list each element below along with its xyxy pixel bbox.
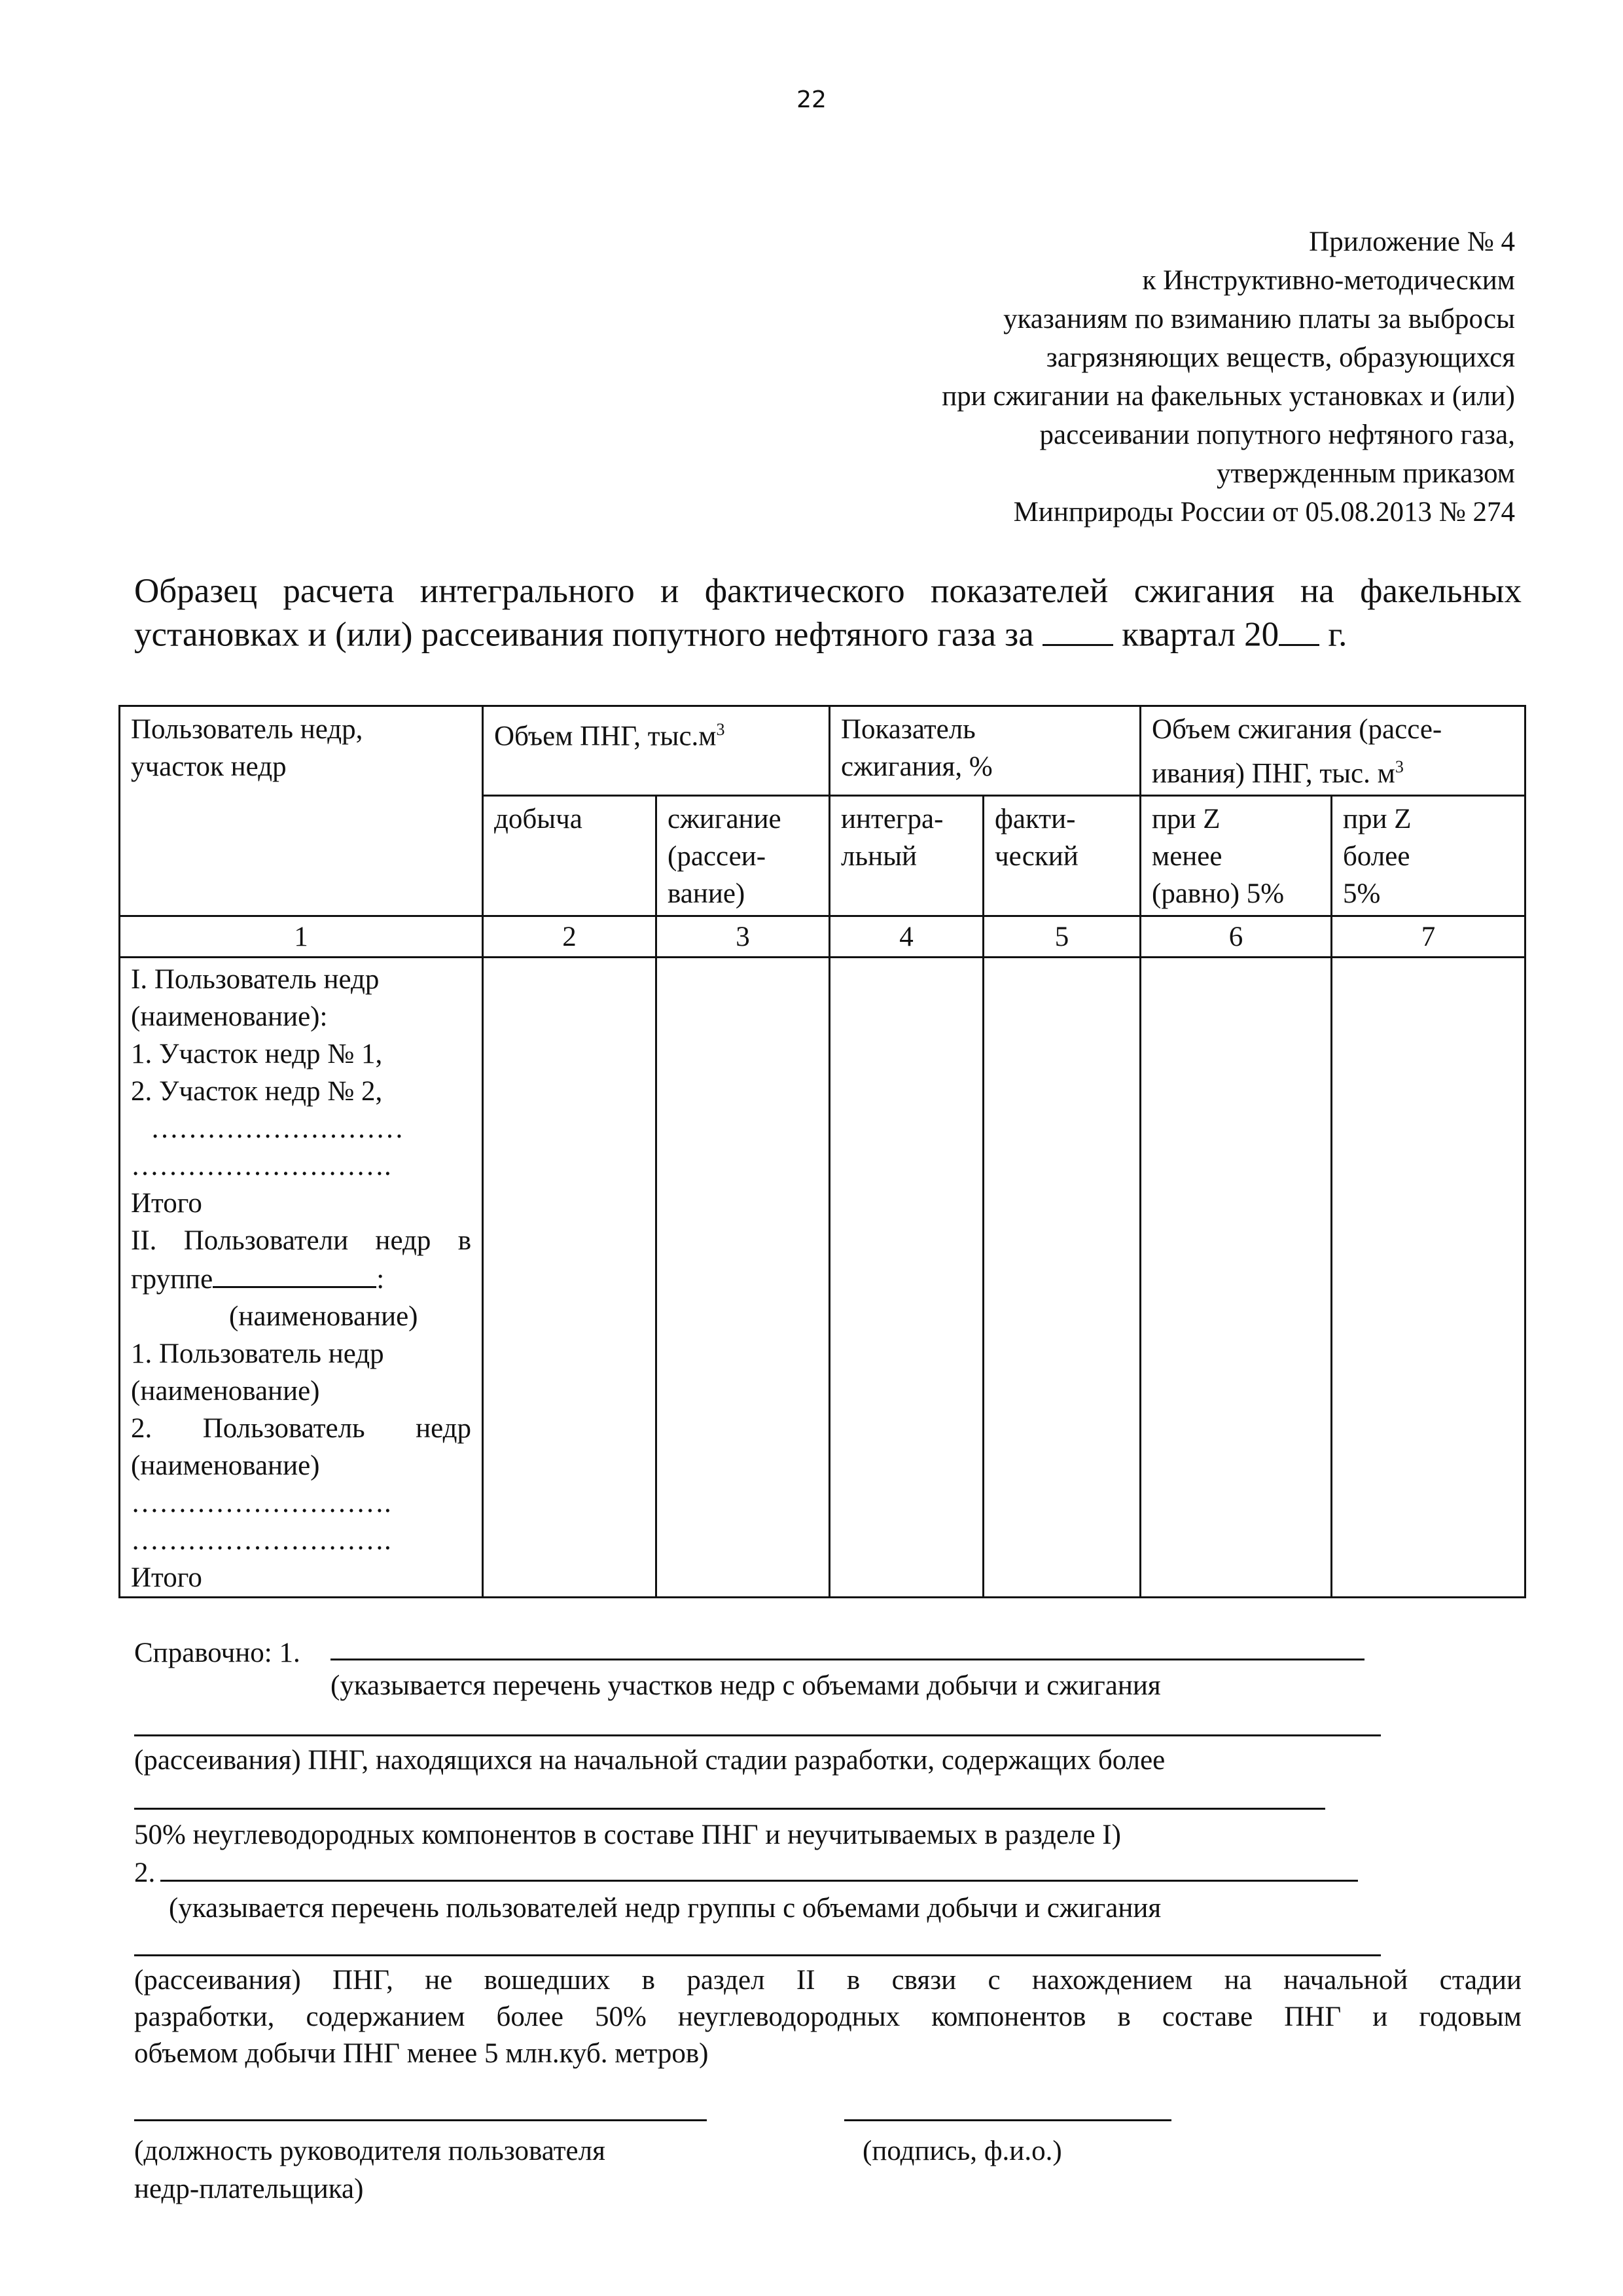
document-title bbox=[134, 569, 1522, 656]
subheader-extraction bbox=[483, 796, 656, 916]
body-line: 1. Участок недр № 1, bbox=[131, 1039, 383, 1070]
appendix-block bbox=[599, 223, 1515, 531]
quarter-blank[interactable] bbox=[1043, 613, 1113, 646]
body-line: I. Пользователь недр bbox=[131, 964, 380, 996]
table-body-row bbox=[120, 958, 1525, 1598]
subheader-line: интегра- bbox=[841, 804, 944, 835]
reference-2-text-2: разработки, содержанием более 50% неуглеводородных компонентов в составе ПНГ и годовым bbox=[134, 2001, 1522, 2032]
reference-2-line[interactable] bbox=[160, 1880, 1358, 1882]
body-group-label: группе bbox=[131, 1264, 213, 1295]
body-line: 2. Пользователь недр bbox=[131, 1413, 471, 1444]
header-rate bbox=[830, 706, 1141, 796]
subheader-line: факти- bbox=[995, 804, 1076, 835]
body-line: ………………………. bbox=[131, 1525, 391, 1556]
reference-1-line-3[interactable] bbox=[134, 1808, 1325, 1810]
reference-1-line-2[interactable] bbox=[134, 1734, 1381, 1736]
reference-label: Справочно: 1. bbox=[134, 1638, 300, 1668]
subheader-line: льный bbox=[841, 841, 917, 872]
body-group-colon: : bbox=[376, 1264, 385, 1295]
body-line: 2. Участок недр № 2, bbox=[131, 1076, 383, 1107]
header-user bbox=[120, 706, 483, 916]
header-volume bbox=[483, 706, 830, 796]
position-caption bbox=[134, 2132, 605, 2208]
appendix-line: при сжигании на факельных установках и (или) bbox=[942, 381, 1515, 412]
subheader-integral bbox=[830, 796, 984, 916]
body-line: 1. Пользователь недр bbox=[131, 1338, 384, 1370]
header-burn-line: Объем сжигания (рассе- bbox=[1152, 714, 1442, 745]
reference-1-hint: (указывается перечень участков недр с объемами добычи и сжигания bbox=[330, 1670, 1161, 1701]
reference-1-line[interactable] bbox=[330, 1659, 1364, 1660]
subheader-line: (рассеи- bbox=[668, 841, 766, 872]
body-empty-cell[interactable] bbox=[1332, 958, 1525, 1598]
title-line-1: Образец расчета интегрального и фактического показателей сжигания на факельных bbox=[134, 572, 1522, 610]
position-signature-line[interactable] bbox=[134, 2119, 707, 2121]
title-year-suffix: г. bbox=[1328, 615, 1347, 654]
reference-2-text-3: объемом добычи ПНГ менее 5 млн.куб. метров) bbox=[134, 2038, 709, 2069]
subheader-line: менее bbox=[1152, 841, 1222, 872]
header-volume-text: Объем ПНГ, тыс.м bbox=[494, 721, 717, 752]
column-number-row bbox=[120, 916, 1525, 958]
body-line: (наименование) bbox=[229, 1301, 418, 1333]
subheader-actual bbox=[984, 796, 1141, 916]
column-number: 7 bbox=[1332, 916, 1525, 958]
signature-line[interactable] bbox=[844, 2119, 1171, 2121]
appendix-line: утвержденным приказом bbox=[1217, 458, 1515, 489]
subheader-extraction-text: добыча bbox=[494, 804, 582, 835]
page-number: 22 bbox=[796, 86, 827, 113]
reference-2-text-1: (рассеивания) ПНГ, не вошедших в раздел II в связи с нахождением на начальной стадии bbox=[134, 1965, 1522, 1996]
body-line: Итого bbox=[131, 1562, 202, 1594]
subheader-line: при Z bbox=[1343, 804, 1412, 835]
subheader-z-low bbox=[1141, 796, 1332, 916]
header-rate-line: Показатель bbox=[841, 714, 976, 745]
subheader-line: (равно) 5% bbox=[1152, 878, 1285, 910]
column-number: 1 bbox=[120, 916, 483, 958]
column-number: 2 bbox=[483, 916, 656, 958]
appendix-line: загрязняющих веществ, образующихся bbox=[1046, 342, 1515, 373]
appendix-line: рассеивании попутного нефтяного газа, bbox=[1039, 420, 1515, 450]
reference-2-hint: (указывается перечень пользователей недр группы с объемами добычи и сжигания bbox=[169, 1893, 1162, 1924]
subheader-z-high bbox=[1332, 796, 1525, 916]
body-line: ………………………. bbox=[131, 1151, 391, 1182]
year-blank[interactable] bbox=[1279, 613, 1319, 646]
reference-2-label: 2. bbox=[134, 1857, 156, 1888]
header-burn-volume bbox=[1141, 706, 1525, 796]
title-line-2 bbox=[134, 613, 1522, 656]
body-line bbox=[131, 1259, 471, 1298]
title-line-2-text: установках и (или) рассеивания попутного нефтяного газа за bbox=[134, 615, 1034, 654]
header-burn-line bbox=[1152, 748, 1514, 792]
appendix-line: Приложение № 4 bbox=[1309, 226, 1515, 257]
column-number: 4 bbox=[830, 916, 984, 958]
column-number: 3 bbox=[656, 916, 830, 958]
subheader-line: ческий bbox=[995, 841, 1079, 872]
header-rate-line: сжигания, % bbox=[841, 751, 993, 782]
signature-caption: (подпись, ф.и.о.) bbox=[863, 2136, 1062, 2166]
body-line: ……………………… bbox=[151, 1113, 404, 1145]
subheader-line: более bbox=[1343, 841, 1410, 872]
column-number: 5 bbox=[984, 916, 1141, 958]
reference-1-hint-cont: (рассеивания) ПНГ, находящихся на начальной стадии разработки, содержащих более bbox=[134, 1745, 1166, 1776]
title-quarter-label: квартал 20 bbox=[1122, 615, 1279, 654]
body-empty-cell[interactable] bbox=[1141, 958, 1332, 1598]
body-user-cell bbox=[120, 958, 483, 1598]
header-burn-sup: 3 bbox=[1395, 757, 1404, 776]
body-empty-cell[interactable] bbox=[984, 958, 1141, 1598]
header-burn-text: ивания) ПНГ, тыс. м bbox=[1152, 758, 1395, 789]
subheader-line: 5% bbox=[1343, 878, 1381, 910]
subheader-line: сжигание bbox=[668, 804, 781, 835]
body-empty-cell[interactable] bbox=[483, 958, 656, 1598]
column-number: 6 bbox=[1141, 916, 1332, 958]
subheader-line: при Z bbox=[1152, 804, 1221, 835]
appendix-line: указаниям по взиманию платы за выбросы bbox=[1003, 304, 1515, 334]
table-header-row bbox=[120, 706, 1525, 796]
report-table bbox=[118, 705, 1526, 1598]
header-user-line: участок недр bbox=[131, 751, 287, 782]
subheader-burning bbox=[656, 796, 830, 916]
group-name-blank[interactable] bbox=[213, 1259, 376, 1288]
position-caption-line: недр-плательщика) bbox=[134, 2174, 364, 2204]
body-line: (наименование): bbox=[131, 1001, 328, 1033]
body-line: (наименование) bbox=[131, 1450, 320, 1482]
header-user-line: Пользователь недр, bbox=[131, 714, 363, 745]
body-line: (наименование) bbox=[131, 1376, 320, 1407]
appendix-line: к Инструктивно-методическим bbox=[1142, 265, 1515, 296]
reference-1-hint-end: 50% неуглеводородных компонентов в составе ПНГ и неучитываемых в разделе I) bbox=[134, 1820, 1121, 1850]
body-empty-cell[interactable] bbox=[656, 958, 830, 1598]
reference-2-line-2[interactable] bbox=[134, 1954, 1381, 1956]
header-volume-sup: 3 bbox=[716, 720, 725, 739]
body-empty-cell[interactable] bbox=[830, 958, 984, 1598]
body-line: Итого bbox=[131, 1188, 202, 1219]
appendix-line: Минприроды России от 05.08.2013 № 274 bbox=[1013, 497, 1515, 528]
subheader-line: вание) bbox=[668, 878, 745, 910]
position-caption-line: (должность руководителя пользователя bbox=[134, 2136, 605, 2166]
body-line: II. Пользователи недр в bbox=[131, 1225, 471, 1257]
body-line: ………………………. bbox=[131, 1488, 391, 1519]
